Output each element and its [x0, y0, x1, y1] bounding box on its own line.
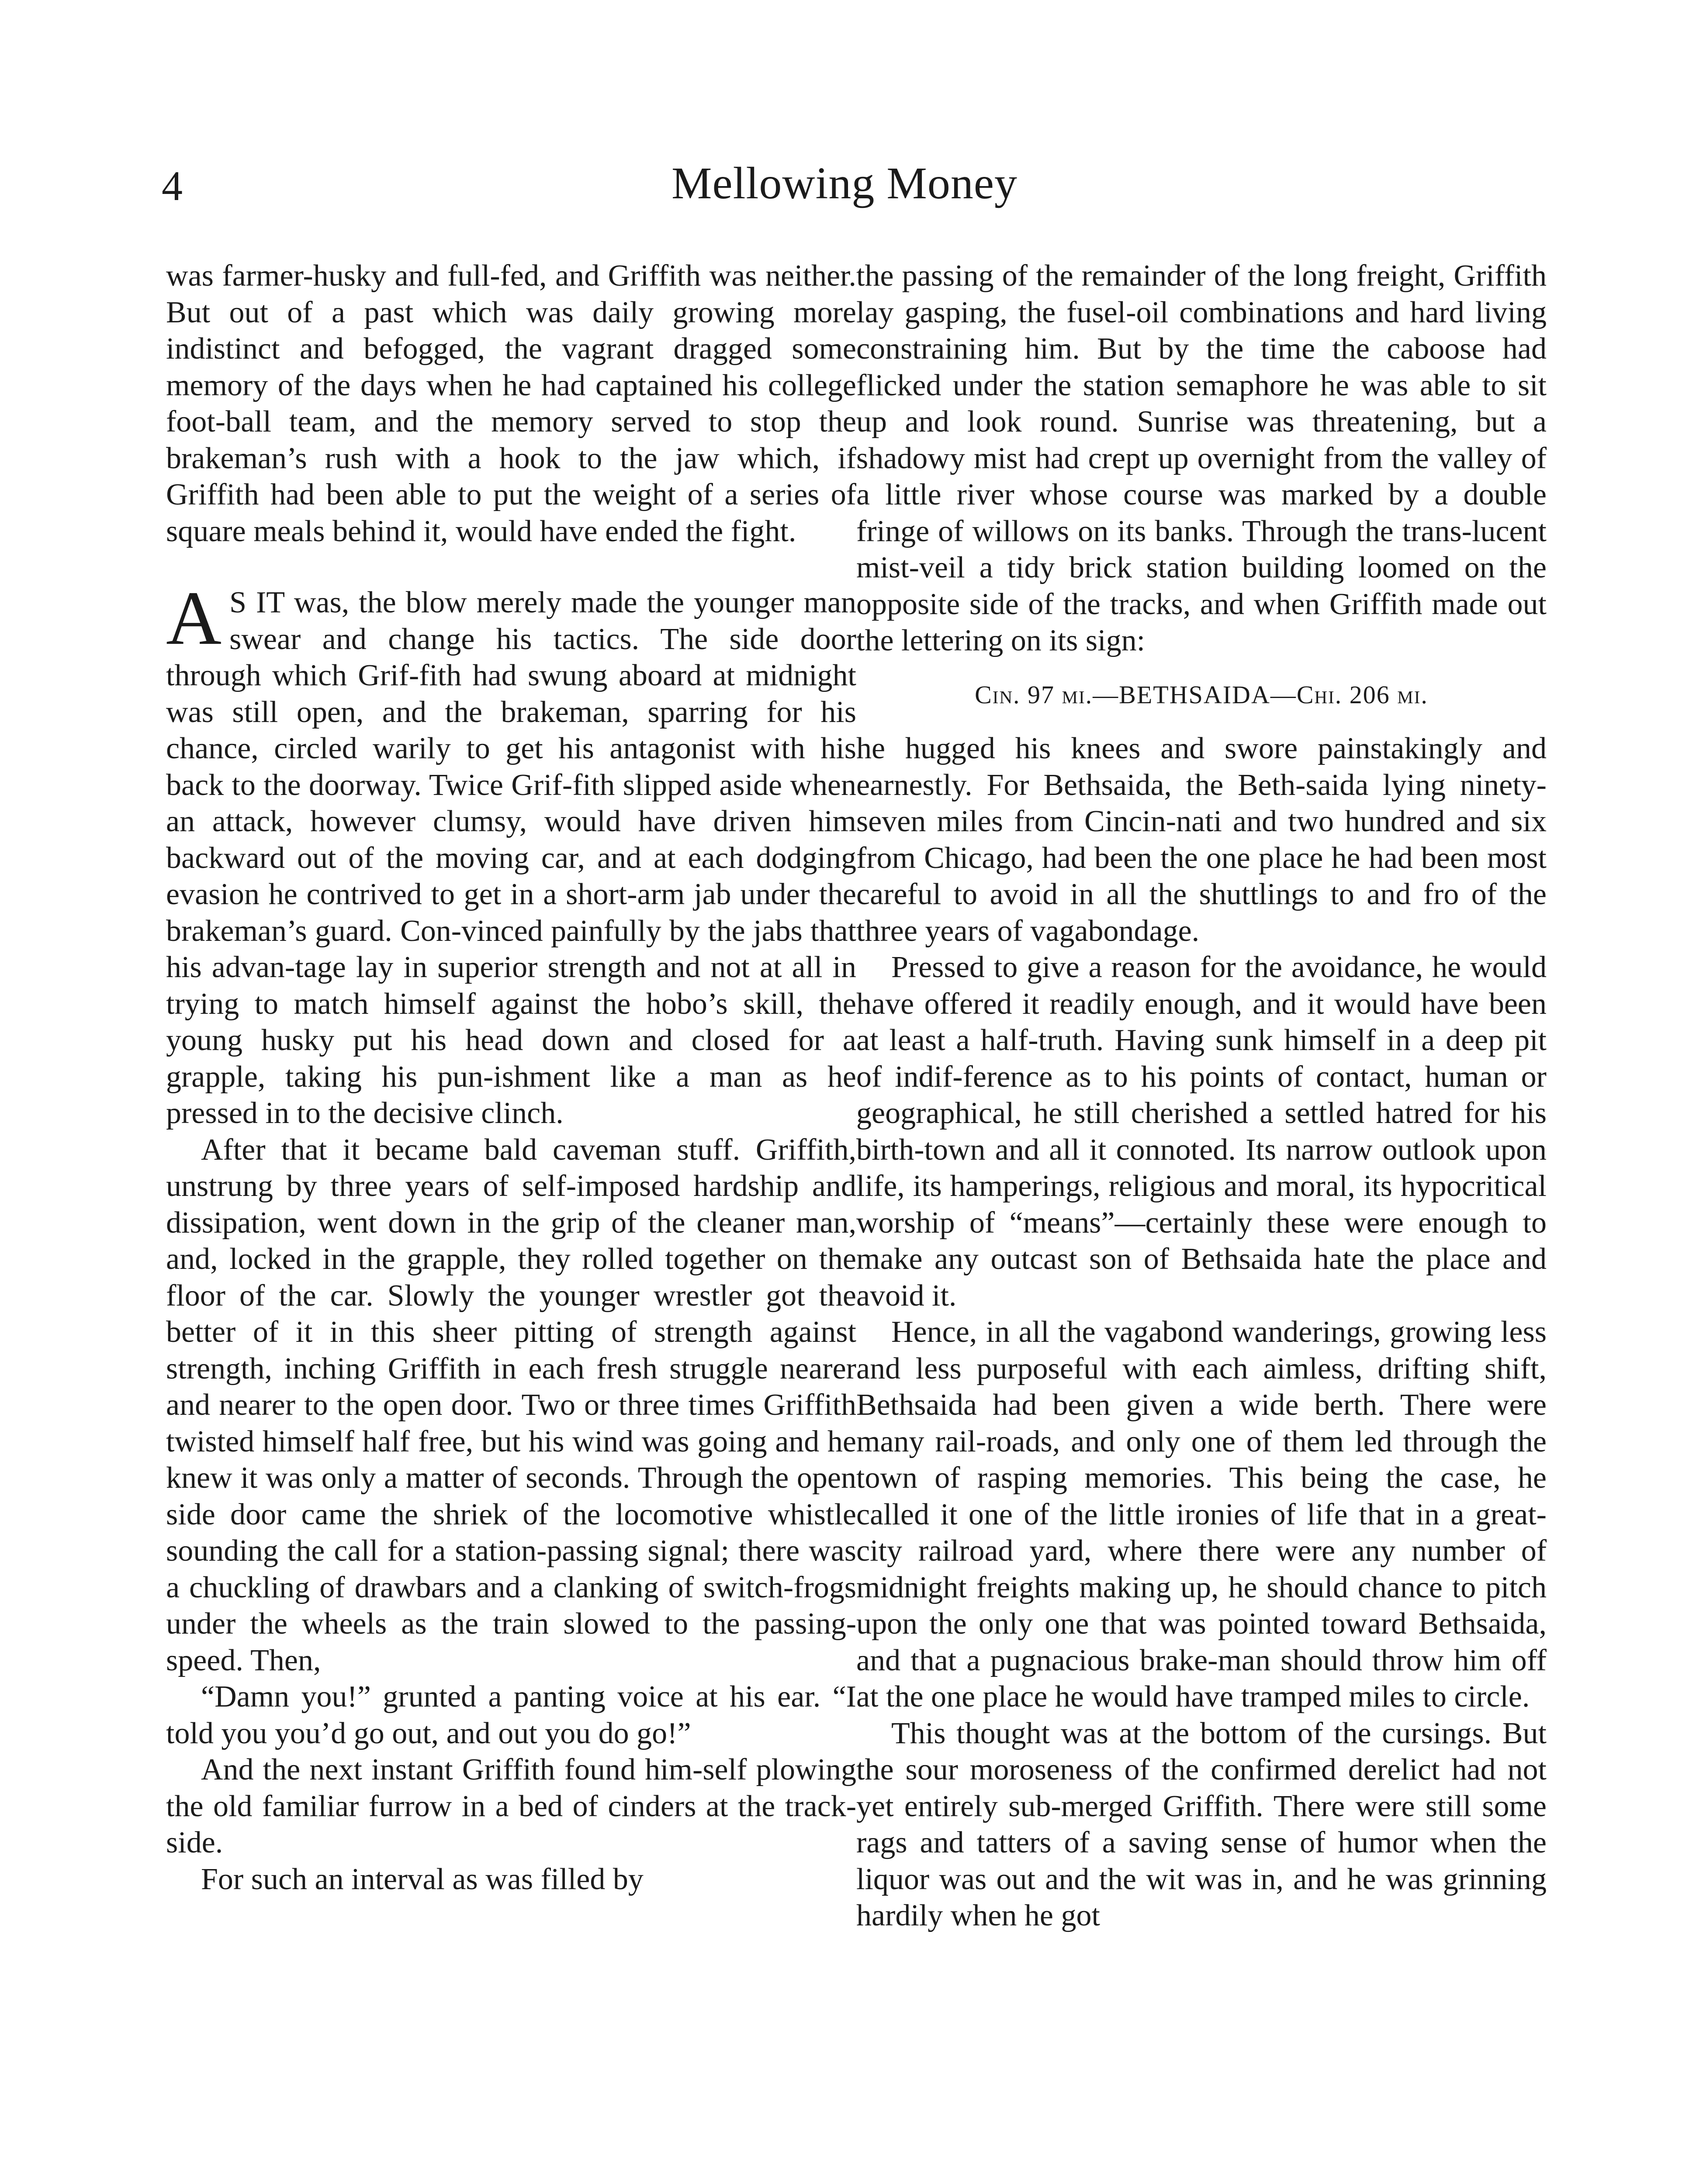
- paragraph: he hugged his knees and swore painstakingly and earnestly. For Bethsaida, the Beth-saida lying ninety-seven miles from Cincin-nati and two hundred and six from Chicago, had been the one place he had been most careful to avoid in all the shuttlings to and fro of the three years of vagabondage.: [856, 732, 1547, 948]
- station-sign-text: Cin. 97 mi.—BETHSAIDA—Chi. 206 mi.: [975, 680, 1428, 709]
- paragraph: Pressed to give a reason for the avoidance, he would have offered it readily enough, and it would have been at least a half-truth. Having sunk himself in a deep pit of indif-ference as to his points of contact, human or geographical, he still cherished a settled hatred for his birth-town and all it connoted. Its narrow outlook upon life, its hamperings, religious and moral, its hypocritical worship of “means”—certainly these were enough to make any outcast son of Bethsaida hate the place and avoid it.: [856, 950, 1547, 1313]
- paragraph: This thought was at the bottom of the cursings. But the sour moroseness of the confirmed derelict had not yet entirely sub-merged Griffith. There were still some rags and tatters of a saving sense of humor when the liquor was out and the wit was in, and he was grinning hardily when he got: [856, 1716, 1547, 1932]
- paragraph: the passing of the remainder of the long freight, Griffith lay gasping, the fusel-oil combinations and hard living constraining him. But by the time the caboose had flicked under the station semaphore he was able to sit up and look round. Sunrise was threatening, but a shadowy mist had crept up overnight from the valley of a little river whose course was marked by a double fringe of willows on its banks. Through the trans-lucent mist-veil a tidy brick station building loomed on the opposite side of the tracks, and when Griffith made out the lettering on its sign:: [856, 259, 1547, 657]
- left-column: [166, 258, 856, 1897]
- page-number: 4: [162, 162, 183, 209]
- right-column: [856, 258, 1547, 1934]
- running-title: Mellowing Money: [671, 158, 1018, 208]
- drop-cap: A: [166, 576, 222, 661]
- paragraph: was farmer-husky and full-fed, and Griffith was neither. But out of a past which was daily growing more indistinct and befogged, the vagrant dragged some memory of the days when he had captained his college foot-ball team, and the memory served to stop the brakeman’s rush with a hook to the jaw which, if Griffith had been able to put the weight of a series of square meals behind it, would have ended the fight.: [166, 259, 856, 548]
- smallcaps-lead: S IT: [229, 586, 284, 619]
- paragraph: Hence, in all the vagabond wanderings, growing less and less purposeful with each aimless, drifting shift, Bethsaida had been given a wide berth. There were many rail-roads, and only one of them led through the town of rasping memories. This being the case, he called it one of the little ironies of life that in a great-city railroad yard, where there were any number of midnight freights making up, he should chance to pitch upon the only one that was pointed toward Bethsaida, and that a pugnacious brake-man should throw him off at the one place he would have tramped miles to circle.: [856, 1315, 1547, 1714]
- page-header: [149, 157, 1540, 223]
- paragraph: And the next instant Griffith found him-self plowing the old familiar furrow in a bed of cinders at the track-side.: [166, 1753, 856, 1859]
- paragraph: For such an interval as was filled by: [201, 1862, 644, 1896]
- paragraph: After that it became bald caveman stuff. Griffith, unstrung by three years of self-imposed hardship and dissipation, went down in the grip of the cleaner man, and, locked in the grapple, they rolled together on the floor of the car. Slowly the younger wrestler got the better of it in this sheer pitting of strength against strength, inching Griffith in each fresh struggle nearer and nearer to the open door. Two or three times Griffith twisted himself half free, but his wind was going and he knew it was only a matter of seconds. Through the open side door came the shriek of the locomotive whistle sounding the call for a station-passing signal; there was a chuckling of drawbars and a clanking of switch-frogs under the wheels as the train slowed to the passing-speed. Then,: [166, 1133, 856, 1677]
- paragraph-dropcap: [166, 576, 856, 1132]
- paragraph: “Damn you!” grunted a panting voice at his ear. “I told you you’d go out, and out you do go!”: [166, 1680, 856, 1750]
- paragraph-text: was, the blow merely made the younger man swear and change his tactics. The side door through which Grif-fith had swung aboard at midnight was still open, and the brakeman, sparring for his chance, circled warily to get his antagonist with his back to the doorway. Twice Grif-fith slipped aside when an attack, however clumsy, would have driven him backward out of the moving car, and at each dodging evasion he contrived to get in a short-arm jab under the brakeman’s guard. Con-vinced painfully by the jabs that his advan-tage lay in superior strength and not at all in trying to match himself against the hobo’s skill, the young husky put his head down and closed for a grapple, taking his pun-ishment like a man as he pressed in to the decisive clinch.: [166, 586, 856, 1130]
